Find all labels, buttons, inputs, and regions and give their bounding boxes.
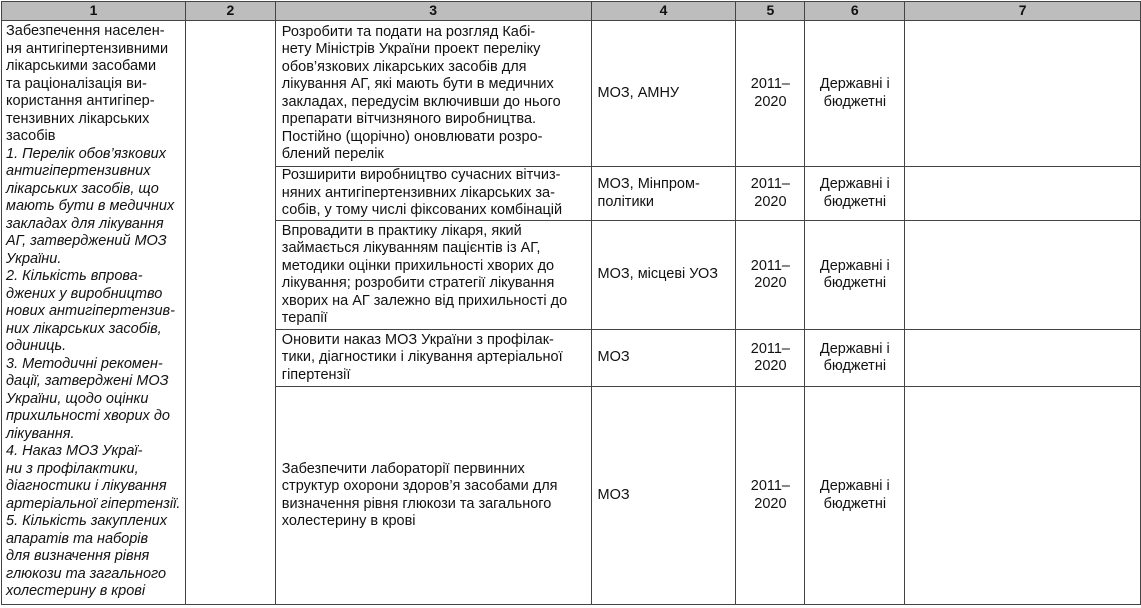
indicator-text-line: антигіпертензивних	[6, 163, 151, 179]
empty-col-7-cell	[905, 167, 1141, 221]
cell-text-line: політики	[597, 193, 654, 210]
cell-text-line: МОЗ, АМНУ	[597, 84, 680, 101]
cell-text-line: лікування АГ, які мають бути в медичних	[281, 76, 554, 92]
cell-text-line: лікування; розробити стратегії лікування	[281, 275, 555, 291]
indicator-text-line: них лікарських засобів,	[6, 320, 162, 337]
indicator-text-line: апаратів та наборів	[6, 530, 149, 547]
indicator-text-line: артеріальної гіпертензії.	[6, 495, 181, 512]
header-col-3: 3	[275, 2, 591, 21]
task-text-line: засобів	[6, 128, 56, 144]
cell-text-line: 2020	[754, 495, 787, 512]
indicator-text-line: 3. Методичні рекомен-	[6, 355, 163, 372]
cell-text-line: Розширити виробництво сучасних вітчиз-	[281, 167, 561, 184]
indicator-text-line: України, щодо оцінки	[6, 390, 149, 407]
cell-text-line: 2011–	[750, 340, 790, 357]
cell-text-line: 2011–	[750, 257, 790, 274]
task-text-line: тензивних лікарських	[6, 110, 150, 127]
cell-text-line: 2011–	[750, 478, 790, 494]
cell-text-line: бюджетні	[823, 358, 887, 374]
cell-text-line: няних антигіпертензивних лікарських за-	[281, 184, 555, 201]
indicator-text-line: для визначення рівня	[6, 548, 150, 564]
cell-text-line: бюджетні	[823, 93, 887, 110]
cell-text-line: 2020	[754, 275, 787, 291]
term-cell	[736, 330, 805, 387]
indicator-text-line: України.	[6, 250, 62, 267]
cell-text-line: бюджетні	[823, 495, 887, 512]
indicator-text-line: прихильності хворих до	[6, 408, 170, 424]
indicator-text-line: 4. Наказ МОЗ Украї-	[6, 443, 143, 459]
cell-text-line: собів, у тому числі фіксованих комбінацій	[281, 202, 563, 219]
executor-cell	[591, 330, 736, 387]
task-text-line: та раціоналізація ви-	[6, 75, 147, 92]
task-text-line: ня антигіпертензивними	[6, 40, 169, 57]
executor-cell	[591, 387, 736, 605]
header-col-1: 1	[2, 2, 186, 21]
cell-text-line: 2020	[754, 358, 787, 374]
cell-text-line: терапії	[281, 310, 328, 326]
indicator-text-line: 5. Кількість закуплених	[6, 513, 167, 529]
header-row	[2, 2, 1141, 21]
cell-text-line: закладах, передусім включивши до нього	[281, 93, 561, 110]
empty-col-2-cell	[185, 21, 275, 605]
cell-text-line: Впровадити в практику лікаря, який	[281, 222, 522, 239]
empty-col-7-cell	[905, 387, 1141, 605]
cell-text-line: МОЗ, Мінпром-	[597, 176, 700, 192]
term-cell	[736, 387, 805, 605]
cell-text-line: препарати вітчизняного виробництва.	[281, 111, 537, 127]
indicator-text-line: дації, затверджені МОЗ	[6, 373, 169, 389]
funding-source-cell	[805, 221, 905, 330]
indicator-text-line: одиниць.	[6, 338, 67, 354]
executor-cell	[591, 21, 736, 167]
cell-text-line: тики, діагностики і лікування артеріальної	[281, 349, 563, 366]
indicator-text-line: 2. Кількість впрова-	[6, 268, 143, 284]
cell-text-line: бюджетні	[823, 275, 887, 291]
cell-text-line: Державні і	[819, 478, 890, 494]
indicator-text-line: 1. Перелік обов’язкових	[6, 145, 166, 162]
cell-text-line: 2020	[754, 193, 787, 210]
action-cell	[275, 330, 591, 387]
cell-text-line: Державні і	[819, 257, 890, 274]
term-cell	[736, 167, 805, 221]
task-text-line: користання антигіпер-	[6, 93, 155, 109]
cell-text-line: МОЗ	[597, 486, 630, 503]
header-col-5: 5	[736, 2, 805, 21]
indicator-text-line: лікарських засобів, що	[6, 180, 159, 197]
task-description	[6, 23, 182, 146]
cell-text-line: займається лікуванням пацієнтів із АГ,	[281, 240, 541, 256]
cell-text-line: Державні і	[819, 176, 890, 192]
cell-text-line: блений перелік	[281, 146, 384, 162]
empty-col-7-cell	[905, 330, 1141, 387]
task-indicators-cell	[2, 21, 186, 605]
header-col-2: 2	[185, 2, 275, 21]
term-cell	[736, 221, 805, 330]
funding-source-cell	[805, 167, 905, 221]
cell-text-line: бюджетні	[823, 193, 887, 210]
cell-text-line: гіпертензії	[281, 366, 351, 383]
task-text-line: Забезпечення населен-	[6, 23, 165, 39]
cell-text-line: Державні і	[819, 76, 890, 92]
indicator-text-line: лікування.	[6, 425, 75, 442]
header-col-4: 4	[591, 2, 736, 21]
executor-cell	[591, 221, 736, 330]
cell-text-line: хворих на АГ залежно від прихильності до	[281, 292, 568, 309]
cell-text-line: МОЗ	[597, 349, 630, 366]
indicator-text-line: закладах для лікування	[6, 215, 164, 232]
funding-source-cell	[805, 21, 905, 167]
indicator-text-line: мають бути в медичних	[6, 198, 175, 214]
cell-text-line: 2011–	[750, 176, 790, 192]
cell-text-line: нету Міністрів України проект переліку	[281, 41, 541, 57]
cell-text-line: 2011–	[750, 76, 790, 92]
cell-text-line: обов’язкових лікарських засобів для	[281, 58, 527, 75]
action-cell	[275, 21, 591, 167]
cell-text-line: структур охорони здоров’я засобами для	[281, 478, 558, 494]
action-cell	[275, 167, 591, 221]
executor-cell	[591, 167, 736, 221]
cell-text-line: Розробити та подати на розгляд Кабі-	[281, 23, 536, 40]
table-row	[2, 21, 1141, 167]
cell-text-line: Державні і	[819, 340, 890, 357]
measures-table	[1, 1, 1141, 605]
header-col-7: 7	[905, 2, 1141, 21]
indicator-text-line: нових антигіпертензив-	[6, 303, 175, 319]
empty-col-7-cell	[905, 21, 1141, 167]
indicator-text-line: джених у виробництво	[6, 285, 163, 302]
cell-text-line: Оновити наказ МОЗ України з профілак-	[281, 331, 554, 348]
indicator-text-line: глюкози та загального	[6, 565, 167, 582]
action-cell	[275, 387, 591, 605]
funding-source-cell	[805, 387, 905, 605]
indicator-text-line: ни з профілактики,	[6, 460, 139, 477]
cell-text-line: Забезпечити лабораторії первинних	[281, 460, 525, 477]
cell-text-line: методики оцінки прихильності хворих до	[281, 257, 555, 274]
empty-col-7-cell	[905, 221, 1141, 330]
action-cell	[275, 221, 591, 330]
task-indicators	[6, 146, 182, 601]
funding-source-cell	[805, 330, 905, 387]
task-text-line: лікарськими засобами	[6, 58, 157, 74]
indicator-text-line: АГ, затверджений МОЗ	[6, 233, 167, 249]
header-col-6: 6	[805, 2, 905, 21]
cell-text-line: визначення рівня глюкози та загального	[281, 495, 552, 512]
cell-text-line: МОЗ, місцеві УОЗ	[597, 266, 719, 283]
cell-text-line: Постійно (щорічно) оновлювати розро-	[281, 128, 543, 145]
cell-text-line: 2020	[754, 93, 787, 110]
indicator-text-line: діагностики і лікування	[6, 478, 167, 494]
term-cell	[736, 21, 805, 167]
indicator-text-line: холестерину в крові	[6, 583, 146, 599]
cell-text-line: холестерину в крові	[281, 513, 416, 529]
